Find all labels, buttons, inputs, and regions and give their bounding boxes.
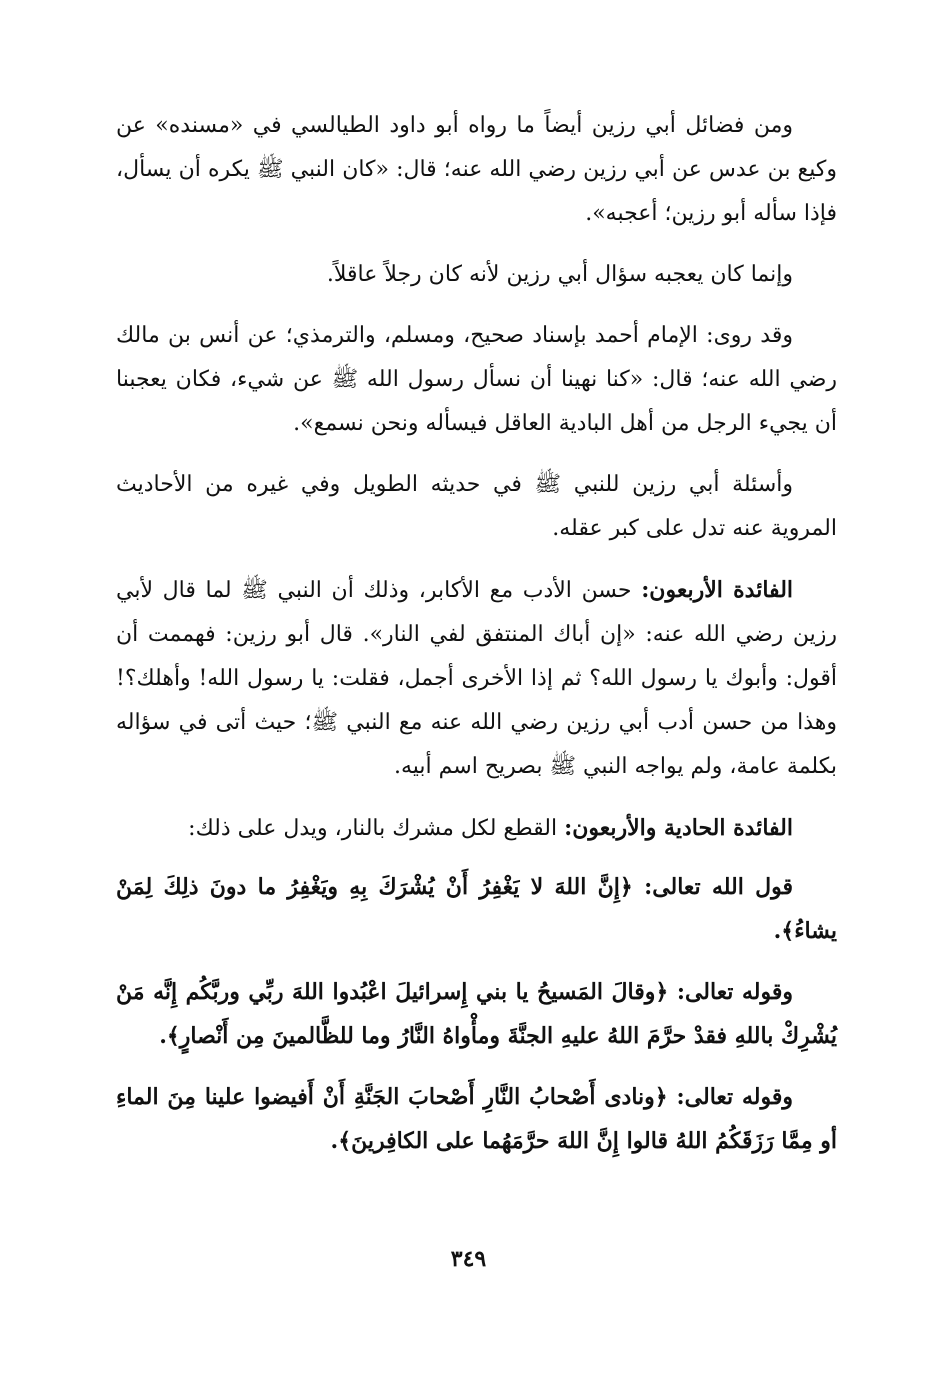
paragraph-text: وقد روى: الإمام أحمد بإسناد صحيح، ومسلم، والترمذي؛ عن أنس بن مالك رضي الله عنه؛ قال: «كنا نهينا أن نسأل رسول الله ﷺ عن شيء، فكان يعجبنا أن يجيء الرجل من أهل البادية العاقل فيسأله ونحن نسمع».: [116, 323, 837, 436]
paragraph-benefit-40: [116, 568, 837, 789]
paragraph-text: القطع لكل مشرك بالنار، ويدل على ذلك:: [188, 816, 565, 841]
paragraph-verse-3: [116, 1075, 837, 1163]
paragraph-text: وأسئلة أبي رزين للنبي ﷺ في حديثه الطويل وفي غيره من الأحاديث المروية عنه تدل على كبر عقله.: [116, 472, 837, 541]
benefit-heading: الفائدة الحادية والأربعون:: [564, 815, 793, 841]
paragraph-verse-1: [116, 865, 837, 953]
page-number: ٣٤٩: [450, 1246, 487, 1272]
paragraph-reason: [116, 253, 837, 297]
paragraph-text: وقوله تعالى: ﴿وقالَ المَسيحُ يا بني إِسرائيلَ اعْبُدوا اللهَ ربِّي وربَّكُم إِنَّه مَنْ يُشْرِكْ باللهِ فقدْ حرَّمَ اللهُ عليهِ الجنَّةَ ومأْواهُ النَّارُ وما للظَّالمينَ مِن أَنْصارٍ﴾.: [116, 979, 837, 1049]
paragraph-abu-razin-virtue: [116, 104, 837, 236]
paragraph-text: قول الله تعالى: ﴿إِنَّ اللهَ لا يَغْفِرُ أَنْ يُشْرَكَ بِهِ ويَغْفِرُ ما دونَ ذلِكَ لِمَنْ يشاءُ﴾.: [116, 874, 837, 944]
paragraph-benefit-41: [116, 806, 837, 851]
paragraph-questions: [116, 463, 837, 551]
paragraph-text: ومن فضائل أبي رزين أيضاً ما رواه أبو داود الطيالسي في «مسنده» عن وكيع بن عدس عن أبي رزين رضي الله عنه؛ قال: «كان النبي ﷺ يكره أن يسأل، فإذا سأله أبو رزين؛ أعجبه».: [116, 113, 837, 226]
benefit-heading: الفائدة الأربعون:: [641, 577, 794, 603]
paragraph-text: وقوله تعالى: ﴿ونادى أَصْحابُ النَّارِ أَصْحابَ الجَنَّةِ أَنْ أَفيضوا علينا مِنَ الماءِ أو مِمَّا رَزَقَكُمُ اللهُ قالوا إِنَّ اللهَ حرَّمَهُما على الكافِرينَ﴾.: [116, 1084, 837, 1154]
paragraph-text: وإنما كان يعجبه سؤال أبي رزين لأنه كان رجلاً عاقلاً.: [326, 262, 793, 287]
paragraph-text: حسن الأدب مع الأكابر، وذلك أن النبي ﷺ لما قال لأبي رزين رضي الله عنه: «إن أباك المنتفق لفي النار». قال أبو رزين: فهممت أن أقول: وأبوك يا رسول الله؟ ثم إذا الأخرى أجمل، فقلت: يا رسول الله! وأهلك؟! وهذا من حسن أدب أبي رزين رضي الله عنه مع النبي ﷺ؛ حيث أتى في سؤاله بكلمة عامة، ولم يواجه النبي ﷺ بصريح اسم أبيه.: [116, 578, 837, 779]
paragraph-verse-2: [116, 970, 837, 1058]
paragraph-anas-hadith: [116, 314, 837, 446]
